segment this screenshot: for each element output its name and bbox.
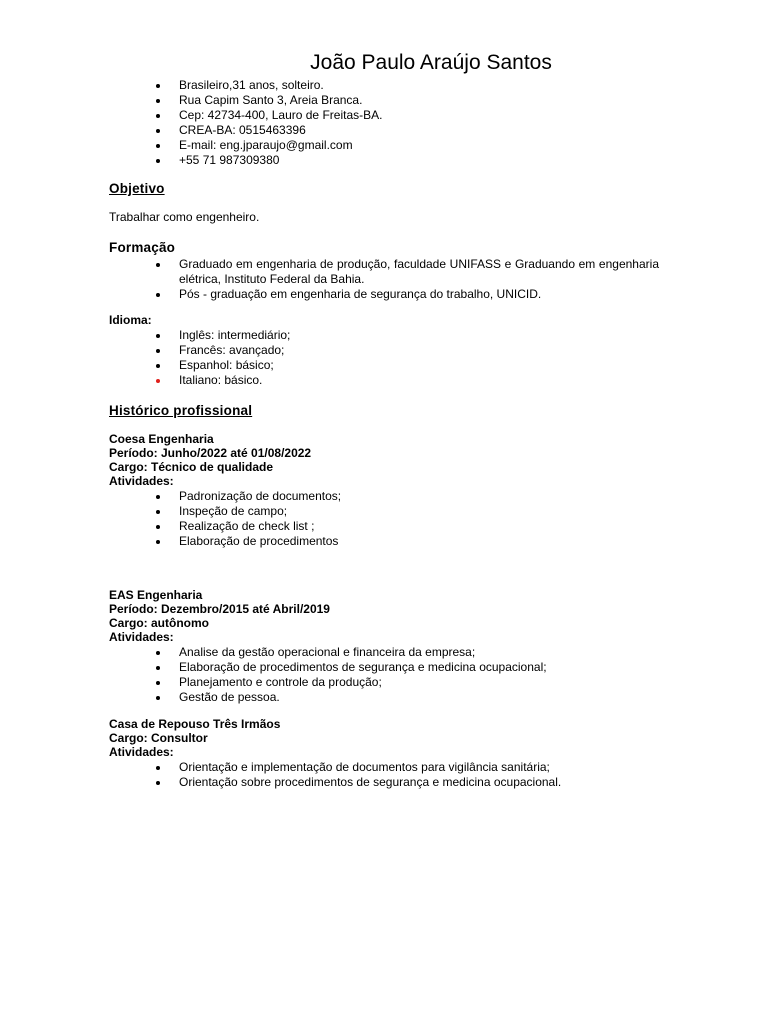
education-item: Pós - graduação em engenharia de segurança do trabalho, UNICID. [109, 287, 659, 302]
job-activity: Elaboração de procedimentos de segurança e medicina ocupacional; [109, 660, 659, 675]
candidate-name: João Paulo Araújo Santos [310, 51, 552, 74]
languages-heading: Idioma: [109, 313, 152, 327]
contact-item: Rua Capim Santo 3, Areia Branca. [109, 93, 659, 108]
job-company: Casa de Repouso Três Irmãos [109, 717, 281, 731]
job-activities-label: Atividades: [109, 745, 174, 759]
language-item: Francês: avançado; [109, 343, 659, 358]
education-item: Graduado em engenharia de produção, faculdade UNIFASS e Graduando em engenharia elétrica, Instituto Federal da Bahia. [109, 257, 659, 287]
job-activity: Elaboração de procedimentos [109, 534, 659, 549]
contact-item: +55 71 987309380 [109, 153, 659, 168]
job-entry [109, 717, 659, 790]
job-activity: Inspeção de campo; [109, 504, 659, 519]
contact-item: Brasileiro,31 anos, solteiro. [109, 78, 659, 93]
contact-item: E-mail: eng.jparaujo@gmail.com [109, 138, 659, 153]
history-heading-block [109, 402, 659, 419]
languages-section [109, 313, 659, 388]
contact-item: CREA-BA: 0515463396 [109, 123, 659, 138]
job-activity: Planejamento e controle da produção; [109, 675, 659, 690]
job-role: Cargo: autônomo [109, 616, 209, 630]
job-company: EAS Engenharia [109, 588, 203, 602]
language-item: Italiano: básico. [109, 373, 659, 388]
language-item: Inglês: intermediário; [109, 328, 659, 343]
job-activity: Gestão de pessoa. [109, 690, 659, 705]
job-entry [109, 588, 659, 705]
job-entry [109, 432, 659, 549]
job-activity: Padronização de documentos; [109, 489, 659, 504]
job-activities-label: Atividades: [109, 474, 174, 488]
job-period: Período: Junho/2022 até 01/08/2022 [109, 446, 312, 460]
objective-section [109, 180, 659, 225]
objective-heading: Objetivo [109, 181, 165, 196]
language-item: Espanhol: básico; [109, 358, 659, 373]
job-activity: Realização de check list ; [109, 519, 659, 534]
education-section [109, 239, 659, 302]
contact-info [109, 78, 659, 168]
job-period: Período: Dezembro/2015 até Abril/2019 [109, 602, 330, 616]
job-activity: Orientação e implementação de documentos para vigilância sanitária; [109, 760, 659, 775]
job-role: Cargo: Consultor [109, 731, 208, 745]
history-heading: Histórico profissional [109, 403, 253, 418]
education-heading: Formação [109, 240, 176, 255]
job-company: Coesa Engenharia [109, 432, 214, 446]
job-activities-label: Atividades: [109, 630, 174, 644]
job-activity: Orientação sobre procedimentos de segurança e medicina ocupacional. [109, 775, 659, 790]
contact-item: Cep: 42734-400, Lauro de Freitas-BA. [109, 108, 659, 123]
job-role: Cargo: Técnico de qualidade [109, 460, 274, 474]
objective-text: Trabalhar como engenheiro. [109, 210, 260, 224]
job-activity: Analise da gestão operacional e financeira da empresa; [109, 645, 659, 660]
